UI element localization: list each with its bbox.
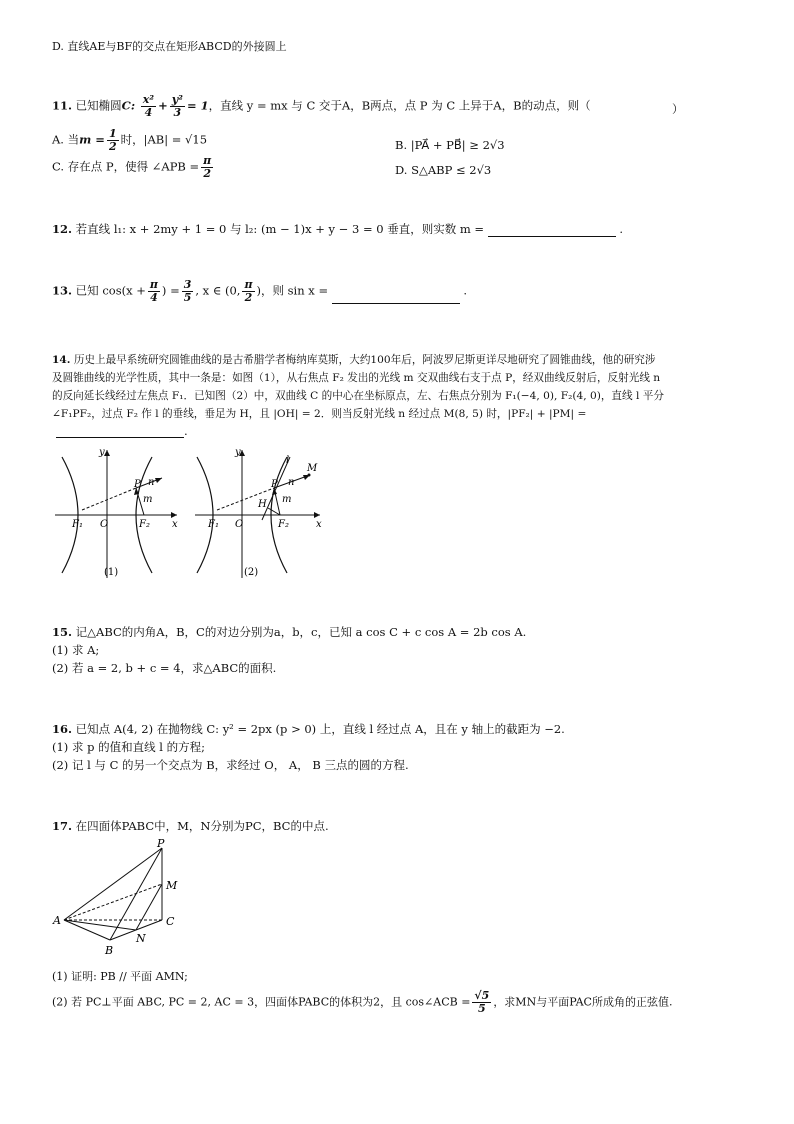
- fig1-label-F1: F₁: [72, 519, 83, 530]
- q17-stem: 17. 在四面体PABC中，M，N分别为PC，BC的中点.: [52, 819, 329, 833]
- fig2-label-M: M: [307, 463, 318, 474]
- fig2-caption: (2): [244, 567, 259, 578]
- q10-option-d: D. 直线AE与BF的交点在矩形ABCD的外接圆上: [52, 40, 287, 53]
- q14-figure-2: [192, 445, 327, 585]
- fig2-label-H: H: [258, 499, 267, 510]
- q14-answer: .: [56, 424, 188, 438]
- q11-option-d: D. S△ABP ≤ 2√3: [395, 163, 492, 177]
- fig2-label-O: O: [235, 519, 244, 530]
- q17-tetrahedron-figure: [52, 838, 192, 963]
- q11-eq: = 1: [186, 98, 209, 113]
- q15-part2: (2) 若 a = 2, b + c = 4，求△ABC的面积.: [52, 661, 277, 675]
- q12: 12. 若直线 l₁: x + 2my + 1 = 0 与 l₂: (m − 1)x + y − 3 = 0 垂直，则实数 m = .: [52, 222, 624, 236]
- fig1-label-n: n: [148, 477, 155, 488]
- q13-number: 13.: [52, 283, 73, 298]
- q14-line2: 及圆锥曲线的光学性质，其中一条是：如图（1），从右焦点 F₂ 发出的光线 m 交双曲线右支于点 P，经双曲线反射后，反射光线 n: [52, 372, 661, 384]
- q11-option-a: A. 当m = $\frac{1}{2}$ 时，|AB| = √15: [52, 127, 208, 153]
- q11-frac-x: $\frac{\text{x²}}{4}$: [142, 93, 155, 119]
- fig17-label-M: M: [166, 879, 178, 892]
- fig1-label-O: O: [100, 519, 109, 530]
- q13-answer-blank[interactable]: [332, 290, 460, 304]
- q16-part1: (1) 求 p 的值和直线 l 的方程;: [52, 740, 205, 754]
- q11-stem-prefix: 已知椭圆: [75, 98, 122, 113]
- q14-line3: 的反向延长线经过左焦点 F₁．已知图（2）中，双曲线 C 的中心在坐标原点，左、右焦点分别为 F₁(−4, 0), F₂(4, 0)，直线 l 平分: [52, 390, 664, 402]
- q11-number: 11.: [52, 98, 73, 113]
- fig17-label-A: A: [53, 914, 61, 927]
- edge-AM: [64, 884, 162, 920]
- fig2-label-x: x: [316, 519, 322, 530]
- fig1-label-F2: F₂: [139, 519, 150, 530]
- q15-part1: (1) 求 A;: [52, 643, 100, 657]
- fig1-label-y: y: [99, 447, 105, 458]
- edge-MN: [136, 884, 162, 930]
- q11-option-b: B. |PA⃗ + PB⃗| ≥ 2√3: [395, 138, 505, 152]
- fig17-label-C: C: [166, 915, 175, 928]
- fig17-label-B: B: [105, 944, 114, 957]
- q11-plus: +: [158, 98, 168, 113]
- fig2-label-P: P: [271, 479, 278, 490]
- q13: 13. 已知 cos(x + $\frac{\pi}{4}$ ) = $\frac{3}{5}$ , x ∈ (0, $\frac{\pi}{2}$ )，则 sin x = .: [52, 278, 468, 304]
- q16-stem: 16. 已知点 A(4, 2) 在抛物线 C: y² = 2px (p > 0) 上，直线 l 经过点 A，且在 y 轴上的截距为 −2.: [52, 722, 565, 736]
- fig1-label-m: m: [143, 494, 153, 505]
- fig2-label-n: n: [288, 477, 295, 488]
- q11-paren-close: ）: [672, 102, 684, 116]
- fig17-label-N: N: [136, 932, 146, 945]
- fig17-label-P: P: [157, 838, 165, 850]
- fig1-dashed-line: [82, 488, 136, 510]
- fig2-label-y: y: [235, 447, 241, 458]
- fig2-label-F1: F₁: [208, 519, 219, 530]
- q11-frac-y: $\frac{\text{y²}}{3}$: [171, 93, 183, 119]
- q14-line4: ∠F₁PF₂，过点 F₂ 作 l 的垂线，垂足为 H，且 |OH| = 2．则当反射光线 n 经过点 M(8, 5) 时，|PF₂| + |PM| =: [52, 408, 587, 420]
- q11-stem-suffix: ，直线 y = mx 与 C 交于A，B两点，点 P 为 C 上异于A，B的动点，则（: [208, 98, 591, 113]
- fig1-caption: (1): [104, 567, 119, 578]
- q11-stem: [52, 94, 591, 119]
- fig1-label-x: x: [172, 519, 178, 530]
- q15-stem: 15. 记△ABC的内角A，B，C的对边分别为a，b，c，已知 a cos C + c cos A = 2b cos A.: [52, 625, 527, 639]
- q12-text: 若直线 l₁: x + 2my + 1 = 0 与 l₂: (m − 1)x + y − 3 = 0 垂直，则实数 m =: [75, 222, 485, 236]
- fig2-label-m: m: [282, 494, 292, 505]
- fig2-label-F2: F₂: [278, 519, 289, 530]
- fig1-label-P: P: [134, 479, 141, 490]
- q14-answer-blank[interactable]: [56, 426, 184, 438]
- q16-part2: (2) 记 l 与 C 的另一个交点为 B，求经过 O， A， B 三点的圆的方程.: [52, 758, 409, 772]
- q14-figure-1: [52, 445, 182, 585]
- q17-part1: (1) 证明: PB // 平面 AMN;: [52, 970, 188, 983]
- q14-line1: 14. 历史上最早系统研究圆锥曲线的是古希腊学者梅纳库莫斯，大约100年后，阿波罗尼斯更详尽地研究了圆锥曲线，他的研究涉: [52, 354, 656, 366]
- q11-option-c: C. 存在点 P，使得 ∠APB = $\frac{\pi}{2}$: [52, 154, 212, 180]
- edge-PB: [110, 848, 162, 940]
- q12-answer-blank[interactable]: [488, 223, 616, 237]
- q12-number: 12.: [52, 222, 73, 236]
- fig2-label-l: l: [286, 455, 290, 466]
- q11-ellipse-label: C:: [121, 98, 136, 113]
- q17-part2: (2) 若 PC⊥平面 ABC, PC = 2, AC = 3，四面体PABC的体积为2，且 cos∠ACB = $\frac{√5}{5}$ ，求MN与平面PAC所成角的正弦值.: [52, 989, 673, 1015]
